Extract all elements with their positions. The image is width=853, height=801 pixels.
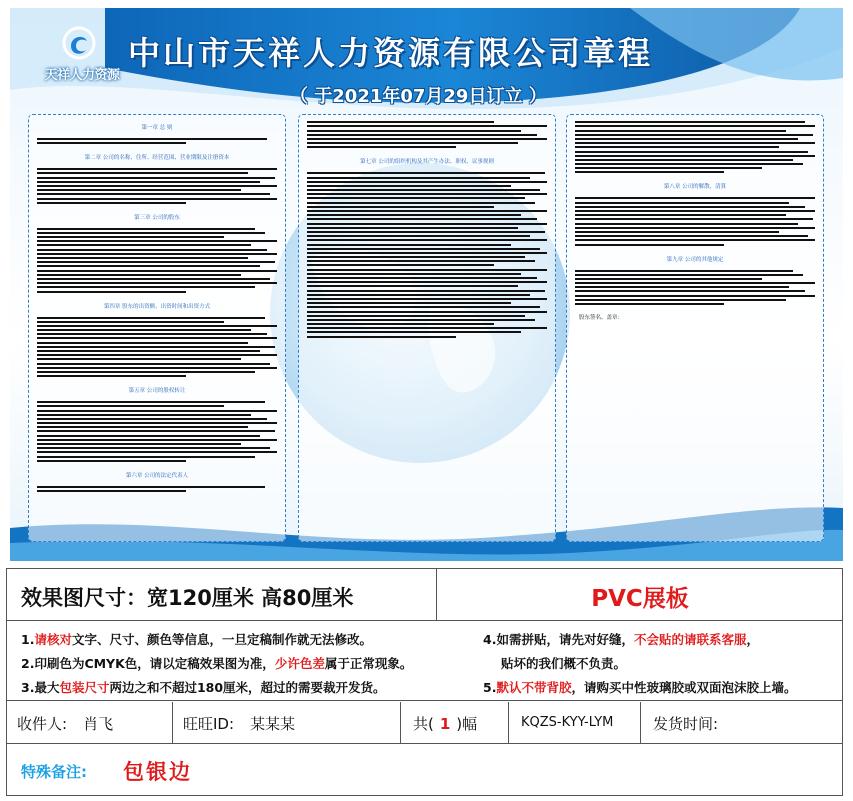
remark-row xyxy=(7,745,842,795)
text-line xyxy=(575,299,786,301)
text-line xyxy=(307,130,521,132)
text-line xyxy=(575,155,815,157)
text-line xyxy=(307,146,456,148)
text-line xyxy=(37,401,265,403)
text-line xyxy=(307,311,547,313)
text-line xyxy=(37,426,248,428)
text-line xyxy=(575,163,803,165)
text-line xyxy=(37,410,277,412)
text-line xyxy=(575,239,815,241)
text-line xyxy=(37,460,186,462)
text-line xyxy=(37,447,270,449)
text-line xyxy=(37,443,241,445)
text-line xyxy=(307,142,518,144)
text-line xyxy=(37,439,277,441)
text-line xyxy=(37,317,265,319)
recipient-label: 收件人: xyxy=(17,715,68,733)
text-line xyxy=(37,278,270,280)
text-line xyxy=(37,282,277,284)
text-line xyxy=(575,227,815,229)
text-line xyxy=(37,181,260,183)
text-line xyxy=(37,346,275,348)
text-line xyxy=(307,327,547,329)
text-line xyxy=(307,298,547,300)
text-line xyxy=(307,121,494,123)
text-line xyxy=(307,177,530,179)
text-line xyxy=(37,172,248,174)
wangwang-label: 旺旺ID: xyxy=(183,715,235,733)
text-line xyxy=(307,210,547,212)
text-line xyxy=(37,232,265,234)
text-line xyxy=(307,269,547,271)
text-line xyxy=(307,181,547,183)
text-line xyxy=(37,274,241,276)
chapter-heading-c9: 第九章 公司的其他规定 xyxy=(666,256,724,263)
text-line xyxy=(307,227,518,229)
text-line xyxy=(575,210,815,212)
note-4: 4.如需拼贴，请先对好缝，不会贴的请联系客服， xyxy=(483,632,759,647)
text-line xyxy=(37,422,277,424)
text-line xyxy=(37,371,255,373)
text-line xyxy=(575,134,813,136)
chapter-heading-c5: 第五章 公司的股权转让 xyxy=(128,388,186,395)
text-line xyxy=(307,331,521,333)
text-line xyxy=(37,358,241,360)
text-line xyxy=(307,248,540,250)
logo-swirl-icon xyxy=(62,26,96,60)
text-line xyxy=(307,223,547,225)
text-line xyxy=(575,303,724,305)
text-line xyxy=(307,336,456,338)
note-1: 1.请核对文字、尺寸、颜色等信息，一旦定稿制作就无法修改。 xyxy=(21,632,372,647)
text-line xyxy=(307,277,537,279)
text-line xyxy=(307,218,537,220)
text-line xyxy=(575,218,813,220)
remark-label: 特殊备注: xyxy=(21,763,87,781)
text-line xyxy=(37,236,224,238)
text-line xyxy=(37,405,224,407)
text-line xyxy=(37,329,251,331)
product-code: KQZS-KYY-LYM xyxy=(509,702,641,744)
chapter-heading-c6: 第六章 公司的法定代表人 xyxy=(125,472,189,479)
text-line xyxy=(575,146,779,148)
chapter-heading-c3: 第三章 公司的股东 xyxy=(134,214,180,221)
text-line xyxy=(307,264,494,266)
text-line xyxy=(37,337,277,339)
count-value: 1 xyxy=(439,715,451,733)
text-line xyxy=(307,125,547,127)
text-line xyxy=(37,189,241,191)
text-line xyxy=(37,240,277,242)
note-2: 2.印刷色为CMYK色，请以定稿效果图为准，少许色差属于正常现象。 xyxy=(21,656,413,671)
text-line xyxy=(37,414,251,416)
text-line xyxy=(37,430,275,432)
text-line xyxy=(307,273,521,275)
text-column-middle xyxy=(298,114,556,542)
text-line xyxy=(575,167,762,169)
chapter-heading-c2: 第二章 公司的名称、住所、经营范围、营业期限及注册资本 xyxy=(84,155,230,162)
text-line xyxy=(307,281,547,283)
text-line xyxy=(307,256,525,258)
wangwang-value: 某某某 xyxy=(250,715,296,733)
text-line xyxy=(37,270,277,272)
text-line xyxy=(575,171,724,173)
text-column-left xyxy=(28,114,286,542)
text-line xyxy=(307,193,547,195)
chapter-heading-c4: 第四章 股东的出资额、出资时间和出资方式 xyxy=(103,303,211,310)
text-line xyxy=(307,214,521,216)
text-line xyxy=(37,168,277,170)
spec-material: PVC展板 xyxy=(591,586,689,612)
text-line xyxy=(575,151,808,153)
chapter-heading-c1: 第一章 总 则 xyxy=(141,125,173,131)
ship-time-cell xyxy=(641,702,842,744)
text-line xyxy=(37,342,248,344)
board-title: 中山市天祥人力资源有限公司章程 xyxy=(128,34,654,72)
recipient-cell xyxy=(7,702,173,744)
text-line xyxy=(37,451,277,453)
order-info-row xyxy=(7,702,842,744)
notice-board xyxy=(10,8,843,561)
text-line xyxy=(575,290,805,292)
text-line xyxy=(307,202,535,204)
text-line xyxy=(37,138,267,140)
text-line xyxy=(575,286,789,288)
text-line xyxy=(307,206,494,208)
text-line xyxy=(307,302,511,304)
text-line xyxy=(37,253,277,255)
text-line xyxy=(37,286,255,288)
text-line xyxy=(307,239,547,241)
text-line xyxy=(307,252,547,254)
production-spec-sheet xyxy=(6,568,843,796)
text-line xyxy=(37,350,260,352)
text-line xyxy=(307,244,511,246)
text-line xyxy=(307,319,535,321)
text-line xyxy=(37,375,186,377)
text-line xyxy=(37,354,277,356)
text-column-right xyxy=(566,114,824,542)
text-line xyxy=(37,486,265,488)
text-line xyxy=(575,278,762,280)
text-line xyxy=(575,130,786,132)
text-line xyxy=(307,315,525,317)
text-line xyxy=(575,295,815,297)
text-line xyxy=(37,142,186,144)
note-4-continued: 贴坏的我们概不负责。 xyxy=(501,656,627,671)
text-line xyxy=(575,159,793,161)
text-line xyxy=(37,202,186,204)
note-3: 3.最大包装尺寸两边之和不超过180厘米，超过的需要裁开发货。 xyxy=(21,680,386,695)
text-line xyxy=(575,138,798,140)
text-line xyxy=(37,228,255,230)
text-line xyxy=(37,265,260,267)
ship-time-label: 发货时间: xyxy=(653,715,719,733)
text-line xyxy=(37,249,267,251)
count-cell: 共( 1 )幅 xyxy=(401,702,509,744)
text-line xyxy=(37,177,275,179)
text-line xyxy=(37,321,224,323)
text-line xyxy=(37,456,255,458)
text-line xyxy=(575,125,815,127)
text-line xyxy=(307,235,530,237)
chapter-heading-c8: 第八章 公司的解散、清算 xyxy=(663,184,727,191)
text-line xyxy=(37,198,277,200)
text-line xyxy=(575,235,808,237)
text-line xyxy=(37,333,267,335)
text-line xyxy=(37,261,275,263)
text-line xyxy=(37,363,270,365)
board-subtitle: （ 于2021年07月29日订立 ） xyxy=(290,86,547,107)
text-line xyxy=(575,121,805,123)
recipient-value: 肖飞 xyxy=(83,715,114,733)
signature-line: 股东签名、盖章： xyxy=(579,315,624,321)
text-line xyxy=(307,138,547,140)
wangwang-cell xyxy=(173,702,401,744)
text-line xyxy=(37,325,277,327)
text-line xyxy=(575,197,815,199)
text-line xyxy=(575,223,798,225)
text-line xyxy=(575,244,724,246)
text-line xyxy=(575,206,805,208)
text-line xyxy=(307,172,545,174)
text-line xyxy=(37,193,270,195)
remark-value: 包银边 xyxy=(123,760,192,784)
text-line xyxy=(307,197,525,199)
note-5: 5.默认不带背胶，请购买中性玻璃胶或双面泡沫胶上墙。 xyxy=(483,680,797,695)
text-line xyxy=(307,185,511,187)
text-line xyxy=(575,231,779,233)
chapter-heading-c7: 第七章 公司的组织机构及其产生办法、职权、议事规则 xyxy=(360,159,494,166)
text-line xyxy=(37,257,248,259)
text-line xyxy=(37,490,186,492)
text-line xyxy=(37,185,277,187)
text-line xyxy=(307,306,540,308)
spec-size: 效果图尺寸：宽120厘米 高80厘米 xyxy=(7,569,437,621)
text-line xyxy=(37,291,186,293)
spec-notes xyxy=(7,622,842,701)
text-line xyxy=(307,294,530,296)
text-line xyxy=(575,214,786,216)
text-line xyxy=(307,290,545,292)
text-line xyxy=(575,202,789,204)
logo-text: 天祥人力资源 xyxy=(44,68,120,83)
text-line xyxy=(37,244,251,246)
text-line xyxy=(307,134,537,136)
text-line xyxy=(307,323,494,325)
text-line xyxy=(575,274,803,276)
text-line xyxy=(575,270,793,272)
text-line xyxy=(575,142,815,144)
text-line xyxy=(37,435,260,437)
company-logo xyxy=(32,26,132,86)
text-line xyxy=(307,285,518,287)
text-line xyxy=(307,189,540,191)
text-line xyxy=(37,367,277,369)
text-line xyxy=(307,260,535,262)
spec-header-row xyxy=(7,569,842,621)
text-line xyxy=(37,418,267,420)
text-line xyxy=(307,231,545,233)
text-line xyxy=(575,282,815,284)
